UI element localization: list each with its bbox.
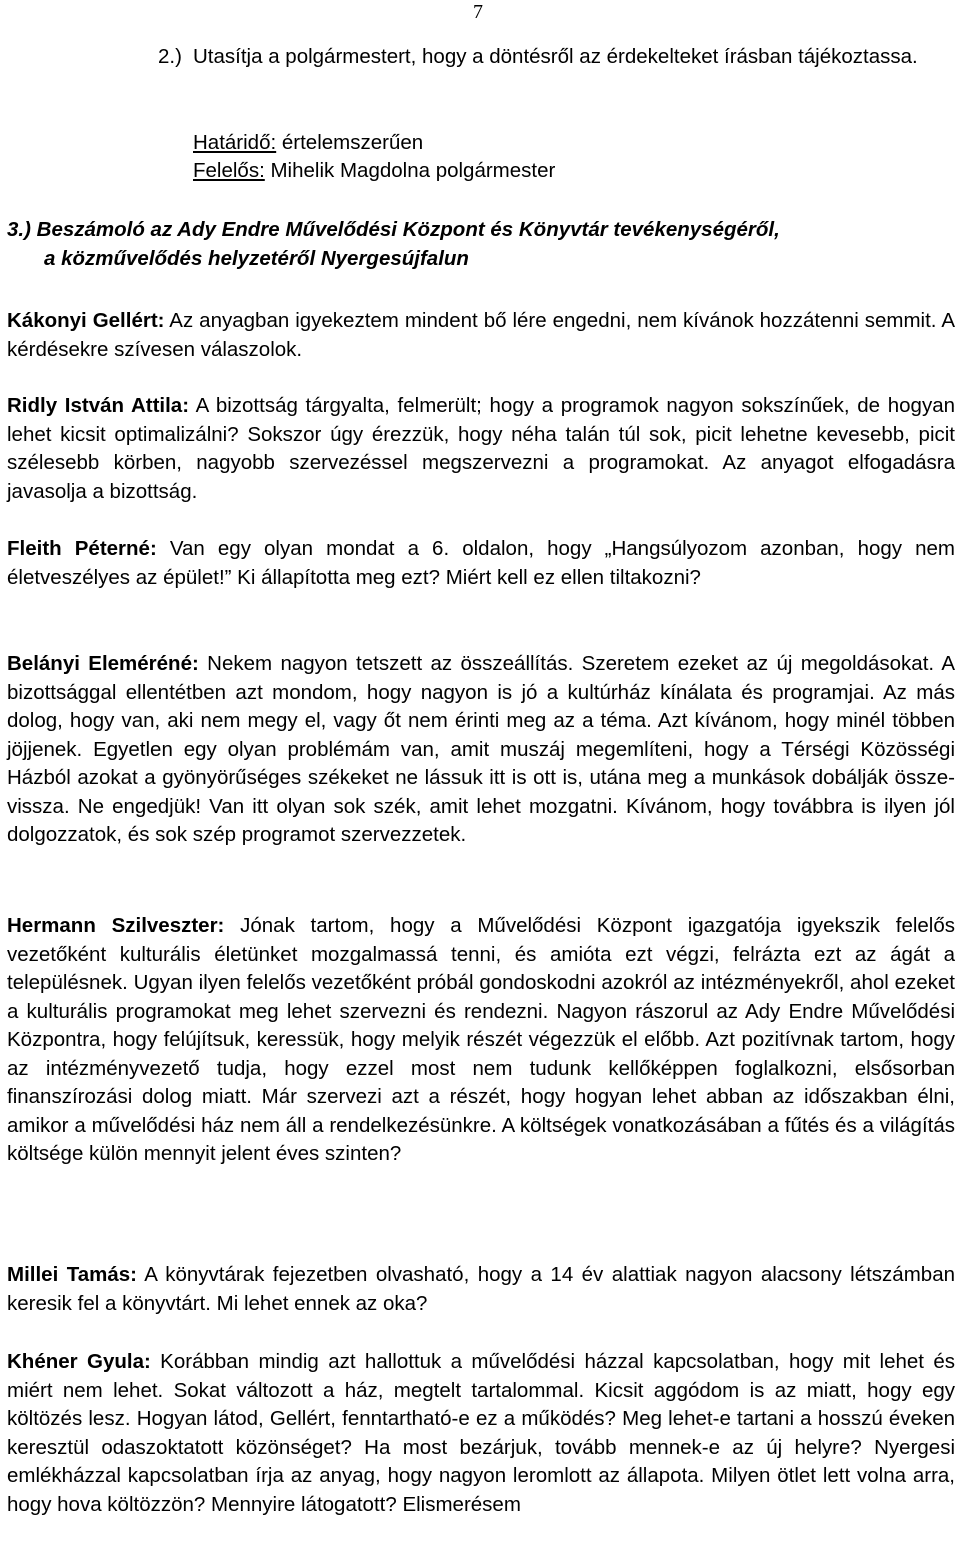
speaker-name: Millei Tamás: [7, 1263, 137, 1286]
item3-title-line1: Beszámoló az Ady Endre Művelődési Központ és Könyvtár tevékenységéről, [36, 218, 780, 241]
speech-text: A könyvtárak fejezetben olvasható, hogy a 14 év alattiak nagyon alacsony létszámban keresik fel a könyvtárt. Mi lehet ennek az oka? [7, 1263, 955, 1315]
speaker-name: Kákonyi Gellért: [7, 309, 165, 332]
agenda-item-3-heading [7, 216, 957, 273]
page-number: 7 [473, 1, 483, 23]
deadline-line [193, 129, 423, 158]
item3-number: 3.) [7, 218, 31, 241]
speech-text: Nekem nagyon tetszett az összeállítás. Szeretem ezeket az új megoldásokat. A bizottsággal ellentétben azt mondom, hogy nagyon is jó a kultúrház kínálata és programjai. Az más dolog, hogy van, aki nem megy el, vagy őt nem érinti meg az a téma. Azt kívánom, hogy minél többen jöjjenek. Egyetlen egy olyan problémám van, amit muszáj megemlíteni, hogy a Térségi Közösségi Házból azokat a gyönyörűséges székeket ne lássuk itt is ott is, utána meg a munkások dobálják össze-vissza. Ne engedjük! Van itt olyan sok szék, amit lehet mozgatni. Kívánom, hogy továbbra is ilyen jól dolgozzatok, és sok szép programot szervezzetek. [7, 652, 955, 846]
speech-text: A bizottság tárgyalta, felmerült; hogy a programok nagyon sokszínűek, de hogyan lehet kicsit optimalizálni? Sokszor úgy érezzük, hogy néha talán túl sok, picit lehetne kevesebb, picit szélesebb körben, nagyobb szervezéssel megszervezni a programokat. Az anyagot elfogadásra javasolja a bizottság. [7, 394, 955, 503]
speech-ridly [7, 392, 955, 506]
speech-text: Az anyagban igyekeztem mindent bő lére engedni, nem kívánok hozzátenni semmit. A kérdésekre szívesen válaszolok. [7, 309, 955, 361]
deadline-value: értelemszerűen [276, 131, 424, 154]
speaker-name: Fleith Péterné: [7, 537, 157, 560]
item-text: Utasítja a polgármestert, hogy a döntésről az érdekelteket írásban tájékoztassa. [193, 45, 918, 68]
speech-fleith [7, 535, 955, 592]
resolution-item-2 [158, 43, 955, 72]
speech-khener [7, 1348, 955, 1519]
speech-text: Korábban mindig azt hallottuk a művelődési házzal kapcsolatban, hogy mit lehet és miért nem lehet. Sokat változott a ház, megtelt tartalommal. Kicsit aggódom is az miatt, hogy egy költözés lesz. Hogyan látod, Gellért, fenntartható-e ez a működés? Meg lehet-e tartani a hosszú éveken keresztül odaszoktatott közönséget? Ha most bezárjuk, tovább mennek-e az új helyre? Nyergesi emlékházzal kapcsolatban írja az anyag, hogy nagyon leromlott az állapota. Milyen ötlet lett volna arra, hogy hova költözzön? Mennyire látogatott? Elismerésem [7, 1350, 955, 1516]
responsible-value: Mihelik Magdolna polgármester [264, 159, 556, 182]
speech-kakonyi [7, 307, 955, 364]
speech-text: Van egy olyan mondat a 6. oldalon, hogy „Hangsúlyozom azonban, hogy nem életveszélyes az épület!” Ki állapította meg ezt? Miért kell ez ellen tiltakozni? [7, 537, 955, 589]
responsible-line [193, 157, 555, 186]
speech-millei [7, 1261, 955, 1318]
deadline-label: Határidő: [193, 131, 277, 154]
speech-belanyi [7, 650, 955, 850]
speaker-name: Khéner Gyula: [7, 1350, 151, 1373]
speaker-name: Belányi Eleméréné: [7, 652, 199, 675]
speech-text: Jónak tartom, hogy a Művelődési Központ igazgatója igyekszik felelős vezetőként kulturális életünket mozgalmassá tenni, és amióta ezt végzi, felrázta ezt az ágát a településnek. Ugyan ilyen felelős vezetőként próbál gondoskodni azokról az intézményekről, ahol ezeket a kulturális programokat meg lehet szervezni és rendezni. Nagyon rászorul az Ady Endre Művelődési Központra, hogy felújítsuk, keressük, hogy melyik részét végezzük el előbb. Azt pozitívnak tartom, hogy az intézményvezető tudja, hogy ezzel most nem tudunk kellőképpen foglalkozni, elsősorban finanszírozási dolog miatt. Már szervezi azt a részét, hogy hogyan lehet abban az időszakban élni, amikor a művelődési ház nem áll a rendelkezésünkre. A költségek vonatkozásában a fűtés és a világítás költsége külön mennyit jelent éves szinten? [7, 914, 956, 1165]
item-number: 2.) [158, 45, 182, 68]
item3-title-line2: a közművelődés helyzetéről Nyergesújfalun [44, 246, 469, 270]
speaker-name: Hermann Szilveszter: [7, 914, 225, 937]
responsible-label: Felelős: [193, 159, 265, 182]
speaker-name: Ridly István Attila: [7, 394, 190, 417]
speech-hermann [7, 912, 955, 1169]
